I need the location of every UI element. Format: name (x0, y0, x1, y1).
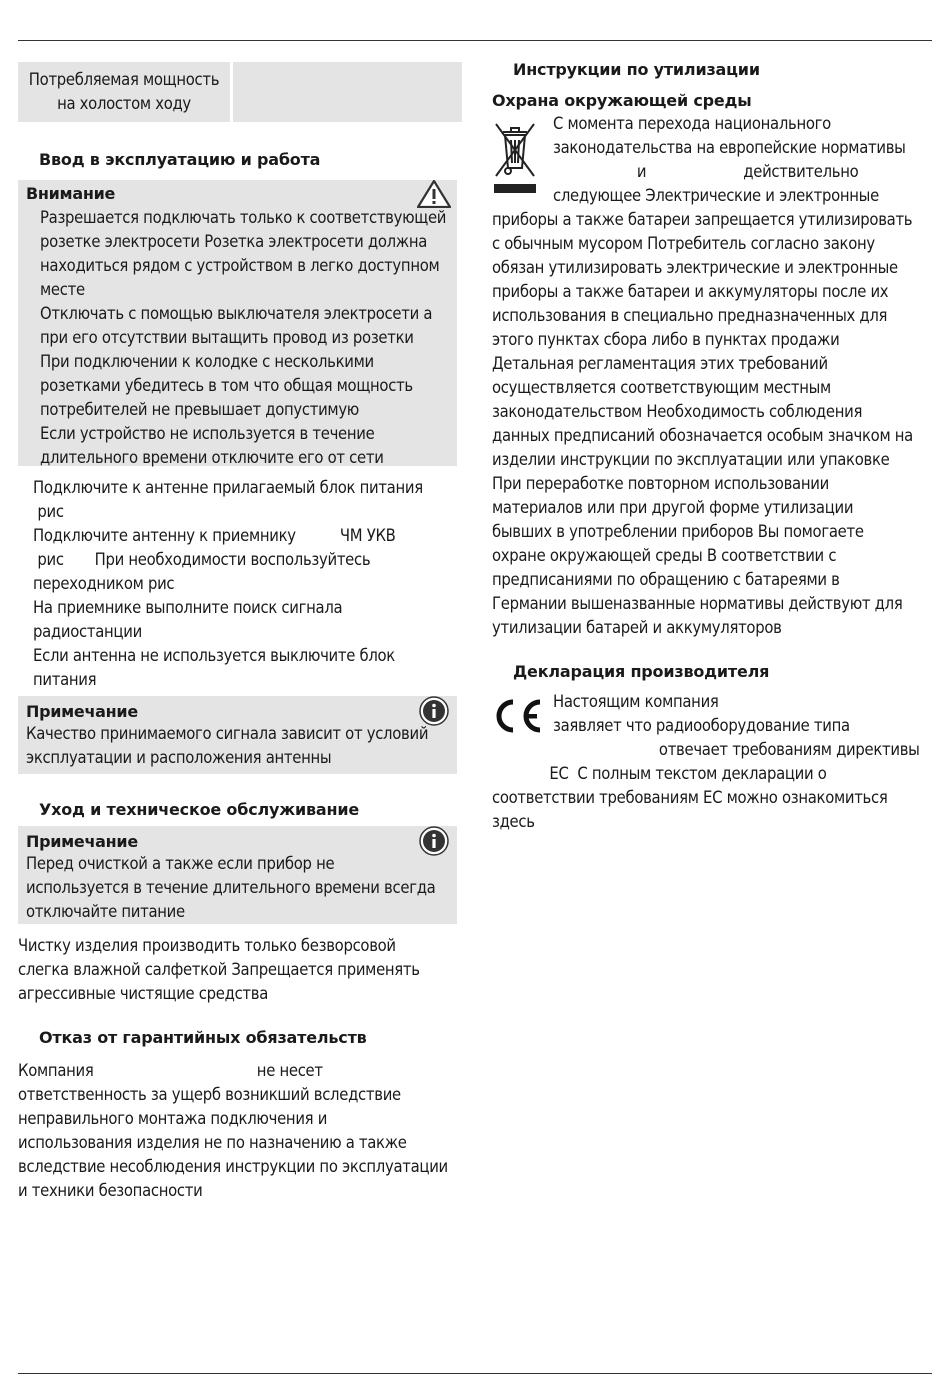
warning-line: розетками убедитесь в том что общая мощность (40, 376, 413, 395)
care-heading: Уход и техническое обслуживание (39, 800, 359, 819)
spec-table (18, 62, 462, 122)
care-line: Чистку изделия производить только безворсовой (18, 936, 396, 955)
warning-triangle-icon (417, 180, 451, 208)
spec-label-line: Потребляемая мощность (28, 70, 220, 89)
disposal-line: с обычным мусором Потребитель согласно закону (492, 234, 875, 253)
top-rule (18, 40, 932, 41)
disposal-heading: Инструкции по утилизации (513, 60, 760, 79)
step-line: Подключите к антенне прилагаемый блок питания (33, 478, 423, 497)
care-line: агрессивные чистящие средства (18, 984, 269, 1003)
warning-line: потребителей не превышает допустимую (40, 400, 359, 419)
warning-line: Разрешается подключать только к соответствующей (40, 208, 447, 227)
step-line: радиостанции (33, 622, 142, 641)
warranty-line: использования изделия не по назначению а также (18, 1133, 407, 1152)
disposal-line: законодательства на европейские нормативы (553, 138, 906, 157)
warning-text (40, 206, 446, 470)
warning-line: При подключении к колодке с несколькими (40, 352, 374, 371)
declaration-line: соответствии требованиям ЕС можно ознакомиться (492, 788, 888, 807)
warranty-line: Компания не несет (18, 1061, 323, 1080)
note-line: используется в течение длительного времени всегда (26, 878, 436, 897)
note-line: эксплуатации и расположения антенны (26, 748, 332, 767)
disposal-line: охране окружающей среды В соответствии с (492, 546, 837, 565)
note-text (26, 852, 435, 924)
disposal-line: и действительно (553, 162, 859, 181)
disposal-line: законодательством Необходимость соблюдения (492, 402, 863, 421)
disposal-text (492, 208, 913, 640)
step-line: Подключите антенну к приемнику ЧМ УКВ (33, 526, 396, 545)
warranty-line: и техники безопасности (18, 1181, 203, 1200)
warning-line: длительного времени отключите его от сети (40, 448, 384, 467)
disposal-line: данных предписаний обозначается особым значком на (492, 426, 913, 445)
disposal-line: изделии инструкции по эксплуатации или упаковке (492, 450, 890, 469)
warning-box (18, 180, 457, 466)
warranty-line: ответственность за ущерб возникший вследствие (18, 1085, 401, 1104)
crossed-out-bin-icon (492, 118, 538, 194)
warranty-line: неправильного монтажа подключения и (18, 1109, 328, 1128)
environment-subheading: Охрана окружающей среды (492, 91, 752, 110)
disposal-line: Германии вышеназванные нормативы действуют для (492, 594, 903, 613)
warning-line: при его отсутствии вытащить провод из розетки (40, 328, 414, 347)
declaration-text (492, 762, 888, 834)
note-line: Перед очисткой а также если прибор не (26, 854, 335, 873)
spec-value-cell (233, 62, 462, 122)
bottom-rule (18, 1373, 932, 1374)
care-text (18, 934, 420, 1006)
ce-mark-icon (492, 697, 544, 735)
care-line: слегка влажной салфеткой Запрещается применять (18, 960, 420, 979)
warning-line: Если устройство не используется в течение (40, 424, 375, 443)
warning-line: Отключать с помощью выключателя электросети а (40, 304, 433, 323)
warning-line: находиться рядом с устройством в легко доступном (40, 256, 440, 275)
note-line: отключайте питание (26, 902, 185, 921)
operation-heading: Ввод в эксплуатацию и работа (39, 150, 321, 169)
warning-line: месте (40, 280, 85, 299)
spec-label-line: на холостом ходу (57, 94, 191, 113)
disposal-line: материалов или при другой форме утилизации (492, 498, 854, 517)
declaration-line: здесь (492, 812, 535, 831)
spec-label-cell (18, 62, 230, 122)
warranty-text (18, 1059, 448, 1203)
warning-line: розетке электросети Розетка электросети должна (40, 232, 428, 251)
care-note-box (18, 826, 457, 924)
disposal-line: бывших в употреблении приборов Вы помогаете (492, 522, 864, 541)
disposal-line: приборы а также батареи и аккумуляторы после их (492, 282, 889, 301)
warranty-line: вследствие несоблюдения инструкции по эксплуатации (18, 1157, 448, 1176)
step-line: На приемнике выполните поиск сигнала (33, 598, 343, 617)
declaration-line: заявляет что радиооборудование типа (553, 716, 850, 735)
declaration-line: ЕС С полным текстом декларации о (492, 764, 827, 783)
declaration-line: отвечает требованиям директивы (553, 740, 920, 759)
declaration-indented-text (553, 690, 920, 762)
note-title: Примечание (26, 702, 138, 721)
warranty-heading: Отказ от гарантийных обязательств (39, 1028, 367, 1047)
disposal-line: С момента перехода национального (553, 114, 831, 133)
note-text (26, 722, 428, 770)
disposal-line: следующее Электрические и электронные (553, 186, 879, 205)
declaration-heading: Декларация производителя (513, 662, 770, 681)
disposal-line: Детальная регламентация этих требований (492, 354, 828, 373)
warning-title: Внимание (26, 184, 116, 203)
disposal-line: предписаниями по обращению с батареями в (492, 570, 840, 589)
step-line: питания (33, 670, 97, 689)
disposal-line: приборы а также батареи запрещается утилизировать (492, 210, 913, 229)
disposal-indented-text (553, 112, 906, 208)
left-column (18, 62, 458, 1200)
step-line: переходником рис (33, 574, 175, 593)
operation-steps (33, 476, 423, 692)
step-line: рис (33, 502, 64, 521)
disposal-line: использования в специально предназначенных для (492, 306, 888, 325)
disposal-line: При переработке повторном использовании (492, 474, 829, 493)
disposal-line: осуществляется соответствующим местным (492, 378, 831, 397)
disposal-line: обязан утилизировать электрические и электронные (492, 258, 898, 277)
disposal-line: этого пунктах сбора либо в пунктах продажи (492, 330, 840, 349)
declaration-line: Настоящим компания (553, 692, 719, 711)
note-line: Качество принимаемого сигнала зависит от условий (26, 724, 429, 743)
note-title: Примечание (26, 832, 138, 851)
disposal-line: утилизации батарей и аккумуляторов (492, 618, 782, 637)
operation-note-box (18, 696, 457, 774)
step-line: Если антенна не используется выключите блок (33, 646, 395, 665)
step-line: рис При необходимости воспользуйтесь (33, 550, 371, 569)
